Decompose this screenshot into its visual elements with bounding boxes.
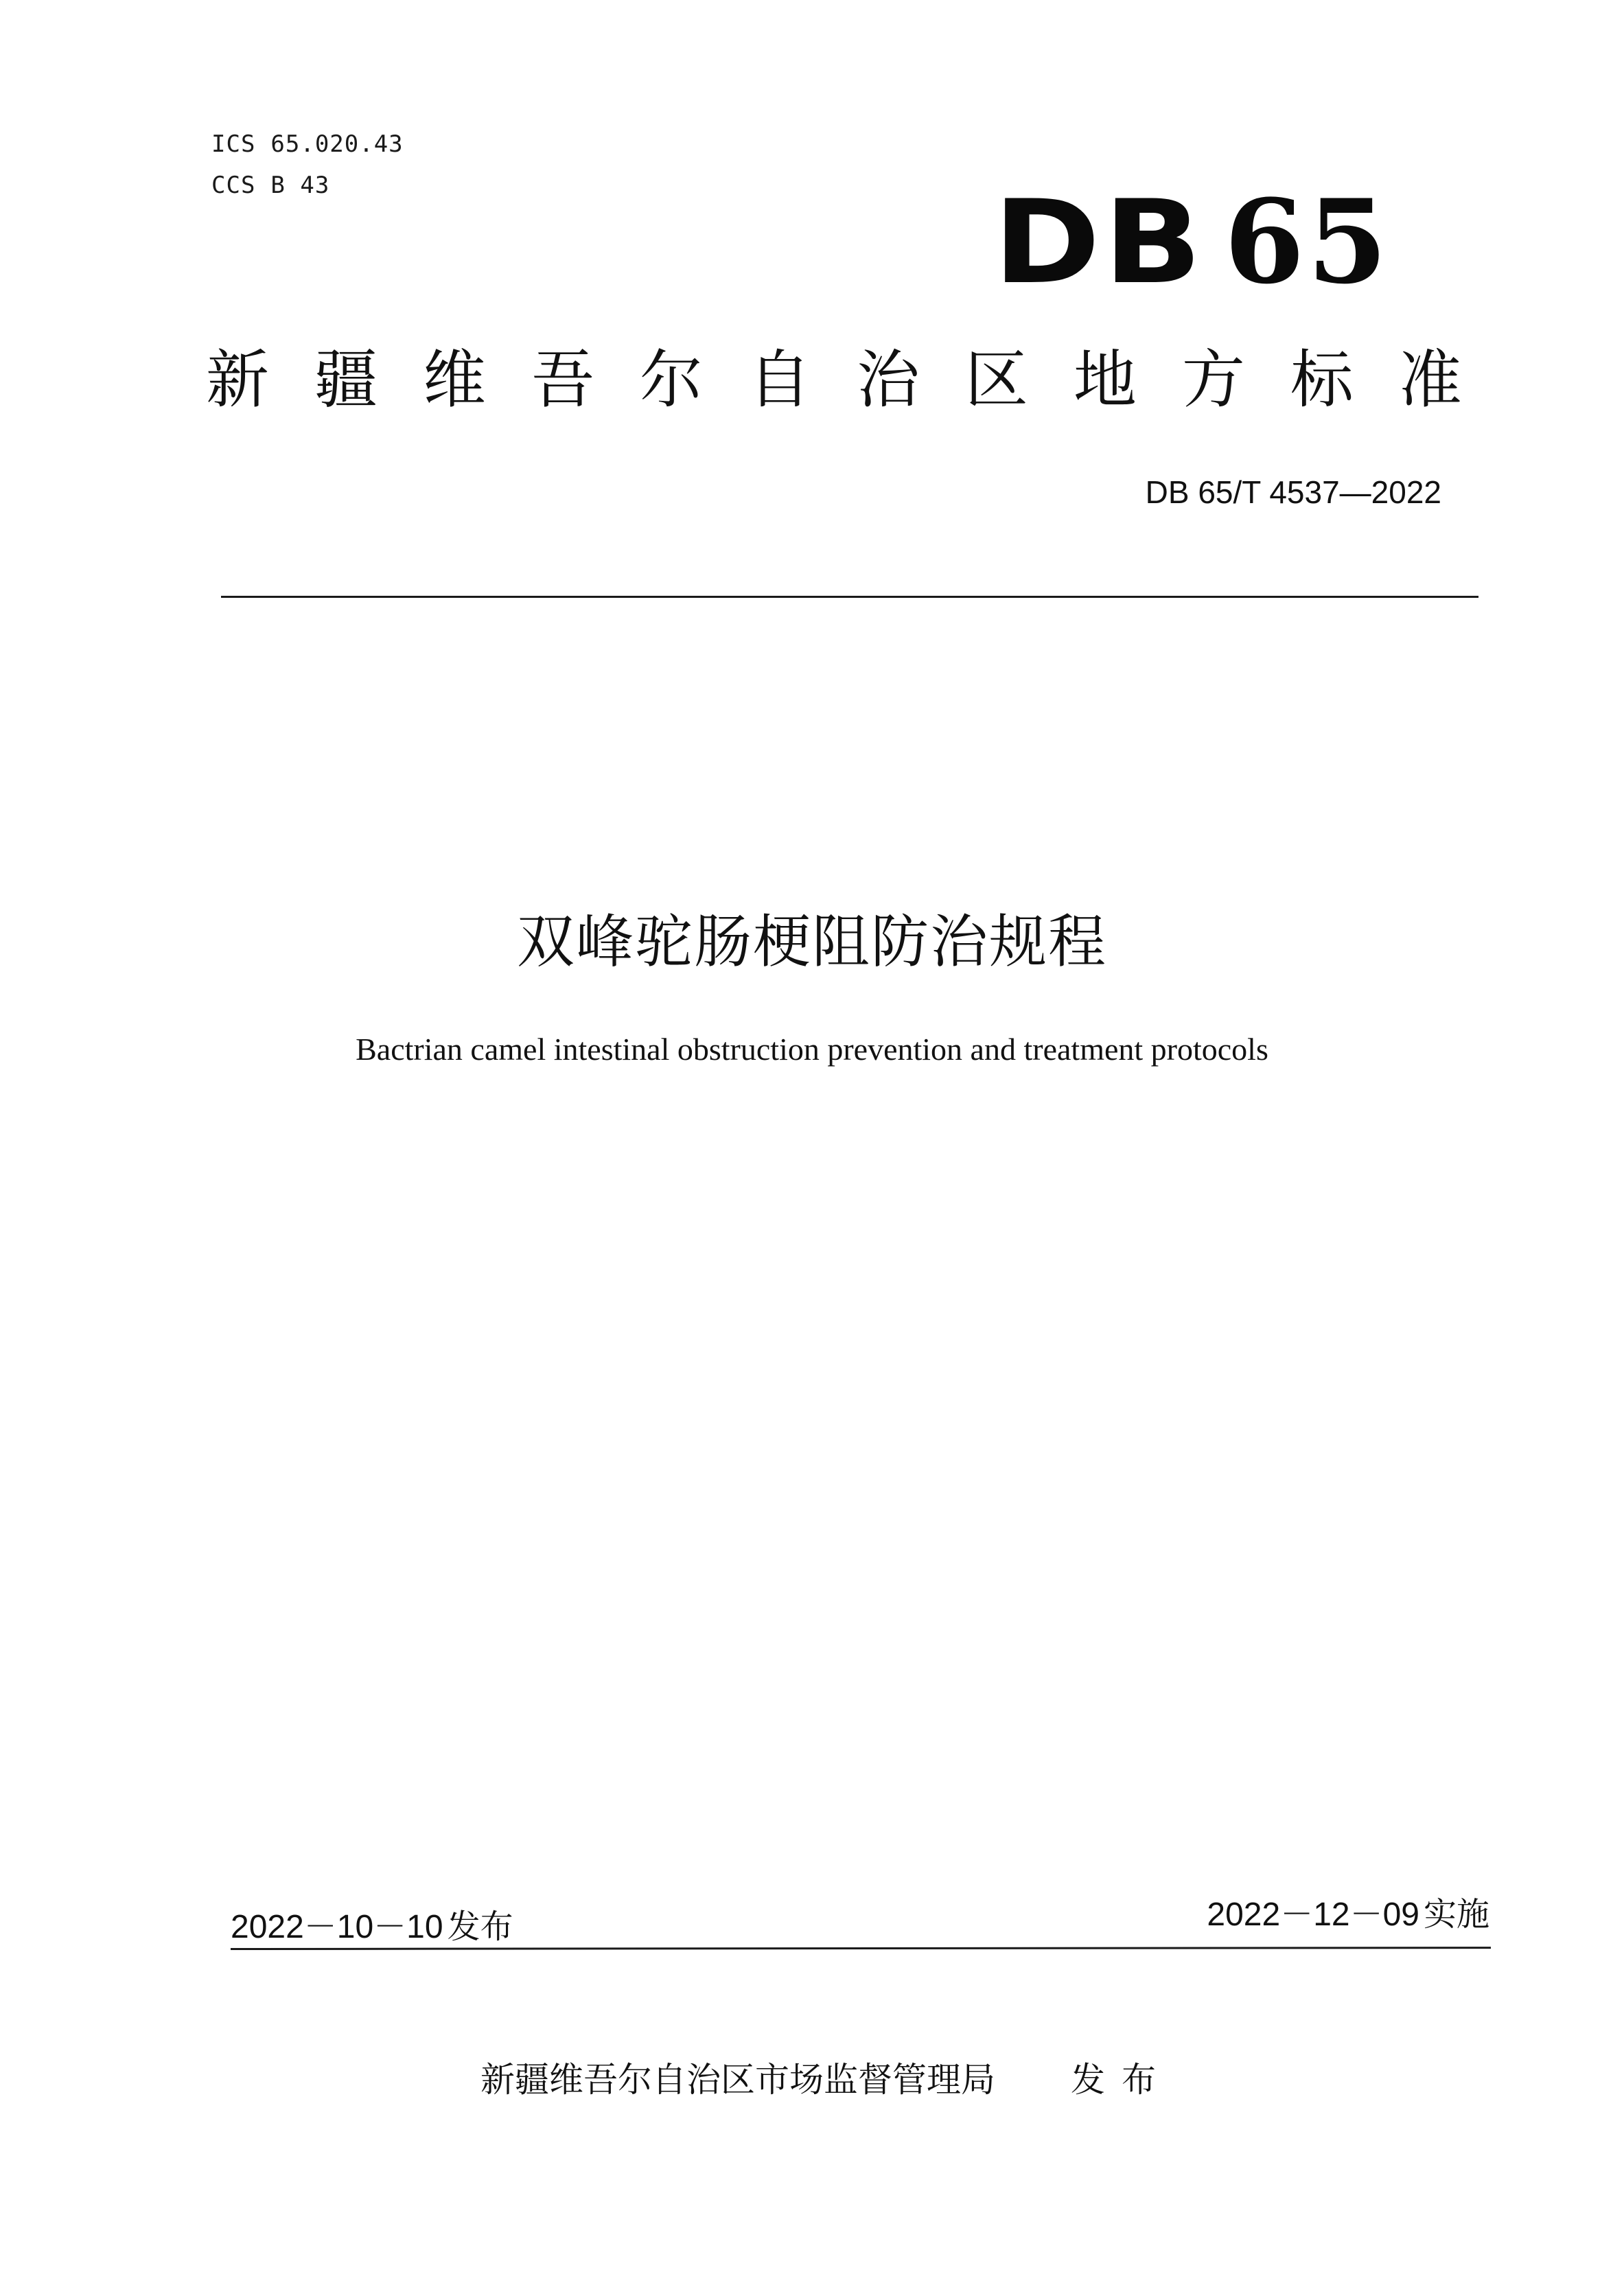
category-char: 吾 [531, 343, 594, 417]
standard-category-title [206, 343, 1462, 417]
ccs-code-line [211, 172, 329, 199]
category-char: 标 [1290, 343, 1354, 417]
db-standard-mark [993, 174, 1391, 310]
db-mark-letters: DB [993, 175, 1205, 310]
title-chinese: 双峰驼肠梗阻防治规程 [516, 908, 1107, 975]
issue-suffix: 发布 [447, 1907, 513, 1946]
category-char: 地 [1073, 343, 1137, 417]
category-char: 维 [422, 343, 486, 417]
ics-label: ICS [211, 130, 256, 158]
category-char: 自 [747, 343, 811, 417]
issuer-action: 发布 [1071, 2060, 1172, 2100]
implementation-date: 2022－12－09 [1207, 1897, 1419, 1933]
category-char: 新 [206, 343, 270, 417]
ics-code: 65.020.43 [270, 130, 404, 158]
db-mark-number: 65 [1224, 174, 1391, 310]
issuer-name: 新疆维吾尔自治区市场监督管理局 [480, 2060, 995, 2100]
title-english: Bactrian camel intestinal obstruction prevention and treatment protocols [356, 1032, 1268, 1067]
issuer-line [480, 2052, 1172, 2102]
ics-code-line [211, 130, 404, 158]
implementation-date-line [1098, 1888, 1489, 1935]
issue-date: 2022－10－10 [231, 1909, 443, 1945]
top-divider [221, 596, 1478, 598]
category-char: 准 [1398, 343, 1462, 417]
category-char: 方 [1181, 343, 1245, 417]
implementation-suffix: 实施 [1423, 1895, 1489, 1934]
category-char: 尔 [639, 343, 703, 417]
category-char: 区 [964, 343, 1028, 417]
standard-number: DB 65/T 4537—2022 [1145, 474, 1441, 510]
ccs-label: CCS [211, 172, 256, 199]
bottom-divider [231, 1947, 1491, 1950]
category-char: 治 [856, 343, 920, 417]
ccs-code: B 43 [270, 172, 330, 199]
issue-date-line [231, 1900, 513, 1947]
category-char: 疆 [314, 343, 378, 417]
